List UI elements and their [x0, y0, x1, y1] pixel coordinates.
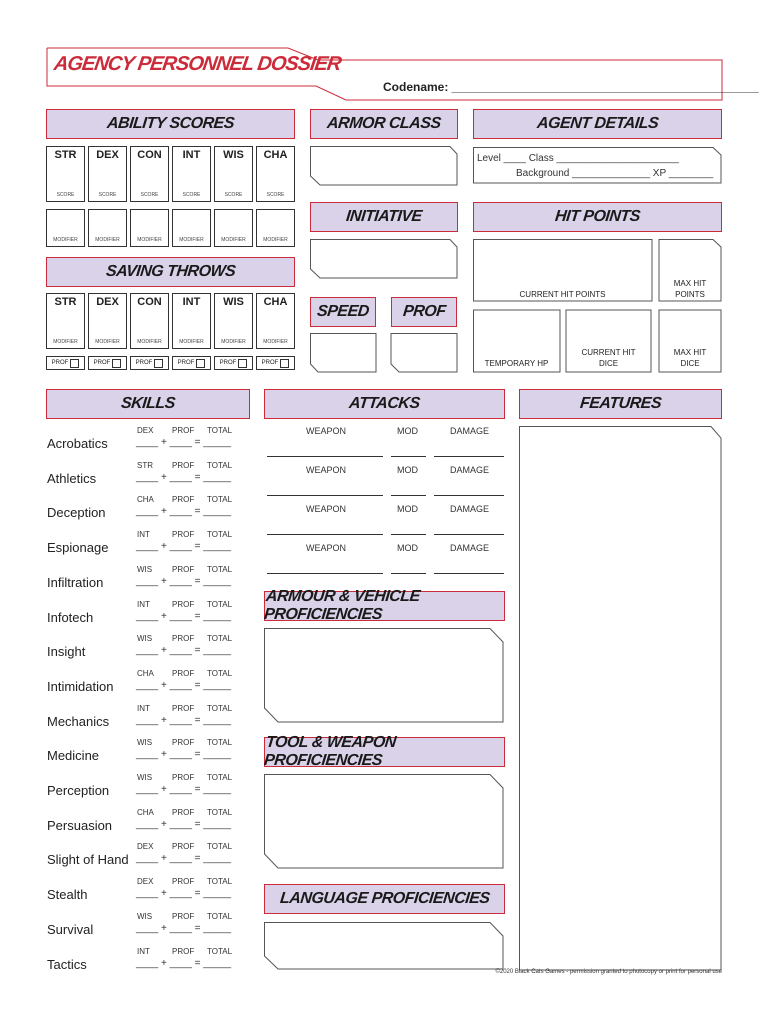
attack-damage-header: DAMAGE: [450, 426, 490, 436]
ability-modifier-box-int[interactable]: [172, 209, 211, 247]
attack-mod-header: MOD: [397, 504, 418, 514]
prof-checkbox[interactable]: [238, 359, 247, 368]
max-hp-label-2: POINTS: [675, 290, 705, 299]
ability-score-box-wis[interactable]: [214, 146, 253, 202]
armor-class-box[interactable]: [310, 146, 460, 188]
attack-mod-header: MOD: [397, 426, 418, 436]
skill-name: Acrobatics: [47, 436, 108, 451]
ability-scores-banner: ABILITY SCORES: [46, 109, 295, 139]
prof-label: PROF: [135, 360, 153, 366]
skill-name: Persuasion: [47, 817, 113, 833]
hit-points-banner: HIT POINTS: [473, 202, 722, 232]
skill-total-header: TOTAL: [207, 495, 233, 505]
ability-modifier-box-dex[interactable]: [88, 209, 127, 247]
armour-vehicle-banner: ARMOUR & VEHICLE PROFICIENCIES: [264, 591, 505, 621]
skill-name: Stealth: [47, 887, 88, 903]
skill-calc-line[interactable]: ____ + ____ = _____: [136, 506, 232, 518]
attack-weapon-field[interactable]: [267, 534, 383, 535]
saving-throw-box-str[interactable]: [46, 293, 85, 349]
skill-total-header: TOTAL: [207, 599, 233, 609]
skill-total-header: TOTAL: [207, 877, 233, 887]
saving-throw-box-int[interactable]: [172, 293, 211, 349]
prof-checkbox[interactable]: [196, 359, 205, 368]
score-label: SCORE: [140, 192, 159, 198]
attack-weapon-field[interactable]: [267, 573, 383, 574]
modifier-label: MODIFIER: [137, 237, 162, 243]
saving-label-con: CON: [137, 296, 162, 308]
speed-prof-boxes: [310, 333, 460, 375]
score-label: SCORE: [56, 192, 75, 198]
initiative-box[interactable]: [310, 239, 460, 281]
attack-mod-field[interactable]: [391, 495, 426, 496]
skill-name: Medicine: [47, 748, 100, 764]
prof-label: PROF: [261, 360, 279, 366]
skill-total-header: TOTAL: [207, 911, 233, 921]
prof-banner: PROF: [391, 297, 457, 327]
attacks-banner: ATTACKS: [264, 389, 505, 419]
skill-prof-header: PROF: [172, 946, 195, 956]
modifier-label: MODIFIER: [221, 237, 246, 243]
armor-class-banner: ARMOR CLASS: [310, 109, 458, 139]
skill-attr: INT: [137, 703, 150, 713]
saving-label-dex: DEX: [96, 296, 119, 308]
attack-damage-header: DAMAGE: [450, 465, 490, 475]
prof-checkbox[interactable]: [70, 359, 79, 368]
background-xp-line[interactable]: Background ______________ XP ________: [516, 168, 714, 179]
skill-attr: INT: [137, 599, 150, 609]
skill-attr: DEX: [137, 877, 154, 887]
prof-label: PROF: [51, 360, 69, 366]
skill-total-header: TOTAL: [207, 703, 233, 713]
skill-prof-header: PROF: [172, 426, 195, 435]
modifier-label: MODIFIER: [221, 339, 246, 345]
skill-attr: WIS: [137, 738, 153, 748]
ability-modifier-box-wis[interactable]: [214, 209, 253, 247]
current-hp-label: CURRENT HIT POINTS: [519, 290, 606, 299]
skill-name: Infotech: [47, 609, 94, 625]
modifier-label: MODIFIER: [95, 237, 120, 243]
attack-mod-field[interactable]: [391, 534, 426, 535]
modifier-label: MODIFIER: [95, 339, 120, 345]
skill-attr: INT: [137, 946, 150, 956]
attack-weapon-field[interactable]: [267, 456, 383, 457]
saving-prof-dex[interactable]: [88, 356, 127, 370]
armour-vehicle-box[interactable]: [264, 628, 506, 724]
saving-prof-str[interactable]: [46, 356, 85, 370]
saving-label-str: STR: [54, 296, 77, 308]
ability-score-box-str[interactable]: [46, 146, 85, 202]
attack-damage-field[interactable]: [434, 456, 504, 457]
prof-label: PROF: [93, 360, 111, 366]
skill-prof-header: PROF: [172, 911, 195, 921]
skill-calc-line[interactable]: ____ + ____ = _____: [136, 888, 232, 900]
skill-calc-line[interactable]: ____ + ____ = _____: [136, 749, 232, 761]
score-label: SCORE: [98, 192, 117, 198]
skill-total-header: TOTAL: [207, 530, 233, 540]
skill-prof-header: PROF: [172, 668, 195, 678]
initiative-banner: INITIATIVE: [310, 202, 458, 232]
max-hit-dice-label-1: MAX HIT: [673, 348, 707, 357]
codename-field[interactable]: Codename: ______________________________________________: [383, 80, 759, 94]
skill-total-header: TOTAL: [207, 460, 233, 470]
skill-name: Insight: [47, 644, 86, 660]
attack-damage-field[interactable]: [434, 534, 504, 535]
skill-attr: WIS: [137, 911, 153, 921]
skill-calc-line[interactable]: ____ + ____ = _____: [136, 645, 232, 657]
skill-prof-header: PROF: [172, 807, 195, 817]
attack-weapon-header: WEAPON: [306, 543, 347, 553]
saving-prof-wis[interactable]: [214, 356, 253, 370]
saving-prof-cha[interactable]: [256, 356, 295, 370]
skill-total-header: TOTAL: [207, 807, 233, 817]
skill-calc-line[interactable]: ____ + ____ = _____: [136, 784, 232, 795]
prof-checkbox[interactable]: [112, 359, 121, 368]
current-hit-dice-label-1: CURRENT HIT: [581, 348, 636, 357]
saving-label-int: INT: [182, 296, 201, 308]
ability-modifier-box-con[interactable]: [130, 209, 169, 247]
skill-total-header: TOTAL: [207, 668, 233, 678]
score-label: SCORE: [224, 192, 243, 198]
max-hit-dice-label-2: DICE: [680, 359, 700, 368]
skill-total-header: TOTAL: [207, 773, 233, 782]
skill-calc-line[interactable]: ____ + ____ = _____: [136, 471, 232, 483]
skill-prof-header: PROF: [172, 460, 195, 470]
skill-prof-header: PROF: [172, 530, 195, 540]
level-class-line[interactable]: Level ____ Class ______________________: [477, 153, 679, 164]
ability-modifier-box-str[interactable]: [46, 209, 85, 247]
skill-name: Slight of Hand: [47, 852, 129, 868]
modifier-label: MODIFIER: [179, 237, 204, 243]
skill-attr: INT: [137, 530, 150, 540]
temp-hp-label: TEMPORARY HP: [484, 359, 549, 368]
prof-checkbox[interactable]: [154, 359, 163, 368]
saving-throw-box-wis[interactable]: [214, 293, 253, 349]
skill-attr: CHA: [137, 668, 154, 678]
saving-prof-con[interactable]: [130, 356, 169, 370]
skills-banner: SKILLS: [46, 389, 250, 419]
skill-attr: WIS: [137, 634, 153, 644]
skill-calc-line[interactable]: ____ + ____ = _____: [136, 679, 232, 691]
score-label: SCORE: [182, 192, 201, 198]
skill-name: Deception: [47, 505, 106, 521]
attack-damage-header: DAMAGE: [450, 504, 490, 514]
skill-name: Infiltration: [47, 574, 104, 590]
skill-prof-header: PROF: [172, 773, 195, 782]
attack-mod-header: MOD: [397, 543, 418, 553]
saving-throw-box-con[interactable]: [130, 293, 169, 349]
skill-calc-line[interactable]: ____ + ____ = _____: [136, 541, 232, 553]
ability-modifier-box-cha[interactable]: [256, 209, 295, 247]
skill-prof-header: PROF: [172, 564, 195, 574]
skill-name: Athletics: [47, 470, 97, 486]
skill-calc-line[interactable]: ____ + ____ = _____: [136, 957, 232, 969]
ability-label-con: CON: [137, 149, 162, 161]
skill-prof-header: PROF: [172, 842, 195, 852]
attack-weapon-header: WEAPON: [306, 426, 347, 436]
modifier-label: MODIFIER: [137, 339, 162, 345]
skill-calc-line[interactable]: ____ + ____ = _____: [136, 714, 232, 726]
features-banner: FEATURES: [519, 389, 722, 419]
attack-mod-field[interactable]: [391, 456, 426, 457]
saving-throw-box-cha[interactable]: [256, 293, 295, 349]
attack-weapon-field[interactable]: [267, 495, 383, 496]
skill-name: Mechanics: [47, 713, 110, 729]
skill-name: Tactics: [47, 956, 87, 972]
language-box[interactable]: [264, 922, 506, 972]
dossier-title: AGENCY PERSONNEL DOSSIER: [52, 53, 343, 75]
skill-calc-line[interactable]: ____ + ____ = _____: [136, 818, 232, 830]
prof-label: PROF: [177, 360, 195, 366]
skill-prof-header: PROF: [172, 634, 195, 644]
attack-mod-header: MOD: [397, 465, 418, 475]
skill-attr: CHA: [137, 807, 154, 817]
skill-name: Espionage: [47, 540, 109, 556]
modifier-label: MODIFIER: [53, 339, 78, 345]
attack-mod-field[interactable]: [391, 573, 426, 574]
attack-damage-field[interactable]: [434, 495, 504, 496]
copyright-footer: ©2020 Black Cats Games - permission granted to photocopy or print for personal use: [495, 969, 722, 975]
attack-damage-header: DAMAGE: [450, 543, 490, 553]
skill-prof-header: PROF: [172, 703, 195, 713]
skill-name: Perception: [47, 783, 110, 798]
attack-damage-field[interactable]: [434, 573, 504, 574]
ability-label-cha: CHA: [263, 149, 288, 161]
skill-prof-header: PROF: [172, 738, 195, 748]
skill-attr: WIS: [137, 773, 153, 782]
skill-attr: WIS: [137, 564, 153, 574]
skill-attr: STR: [137, 460, 153, 470]
skill-total-header: TOTAL: [207, 738, 233, 748]
skill-total-header: TOTAL: [207, 564, 233, 574]
modifier-label: MODIFIER: [263, 339, 288, 345]
ability-label-dex: DEX: [96, 149, 119, 161]
attack-weapon-header: WEAPON: [306, 504, 347, 514]
score-label: SCORE: [266, 192, 285, 198]
skill-total-header: TOTAL: [207, 842, 233, 852]
skill-total-header: TOTAL: [207, 426, 233, 435]
modifier-label: MODIFIER: [53, 237, 78, 243]
saving-label-cha: CHA: [263, 296, 288, 308]
skill-attr: DEX: [137, 426, 154, 435]
skill-calc-line[interactable]: ____ + ____ = _____: [136, 853, 232, 865]
language-banner: LANGUAGE PROFICIENCIES: [264, 884, 505, 914]
prof-checkbox[interactable]: [280, 359, 289, 368]
skill-attr: DEX: [137, 842, 154, 852]
skill-prof-header: PROF: [172, 599, 195, 609]
saving-throws-banner: SAVING THROWS: [46, 257, 295, 287]
skill-total-header: TOTAL: [207, 634, 233, 644]
features-box[interactable]: [519, 426, 724, 972]
tool-weapon-box[interactable]: [264, 774, 506, 870]
speed-banner: SPEED: [310, 297, 376, 327]
max-hp-label-1: MAX HIT: [673, 279, 707, 288]
attack-weapon-header: WEAPON: [306, 465, 347, 475]
skill-total-header: TOTAL: [207, 946, 233, 956]
tool-weapon-banner: TOOL & WEAPON PROFICIENCIES: [264, 737, 505, 767]
ability-label-int: INT: [182, 149, 201, 161]
skill-calc-line[interactable]: ____ + ____ = _____: [136, 437, 232, 448]
saving-label-wis: WIS: [223, 296, 244, 308]
ability-score-box-cha[interactable]: [256, 146, 295, 202]
skill-prof-header: PROF: [172, 877, 195, 887]
ability-label-str: STR: [54, 149, 77, 161]
current-hit-dice-label-2: DICE: [598, 359, 619, 368]
prof-label: PROF: [219, 360, 237, 366]
saving-throw-box-dex[interactable]: [88, 293, 127, 349]
modifier-label: MODIFIER: [179, 339, 204, 345]
ability-label-wis: WIS: [223, 149, 244, 161]
saving-prof-int[interactable]: [172, 356, 211, 370]
skill-calc-line[interactable]: ____ + ____ = _____: [136, 575, 232, 587]
ability-score-box-dex[interactable]: [88, 146, 127, 202]
modifier-label: MODIFIER: [263, 237, 288, 243]
ability-score-box-int[interactable]: [172, 146, 211, 202]
agent-details-banner: AGENT DETAILS: [473, 109, 722, 139]
ability-score-box-con[interactable]: [130, 146, 169, 202]
skill-attr: CHA: [137, 495, 154, 505]
skill-name: Survival: [47, 921, 94, 937]
skill-calc-line[interactable]: ____ + ____ = _____: [136, 610, 232, 622]
skill-calc-line[interactable]: ____ + ____ = _____: [136, 922, 232, 934]
skill-prof-header: PROF: [172, 495, 195, 505]
skill-name: Intimidation: [47, 678, 114, 694]
